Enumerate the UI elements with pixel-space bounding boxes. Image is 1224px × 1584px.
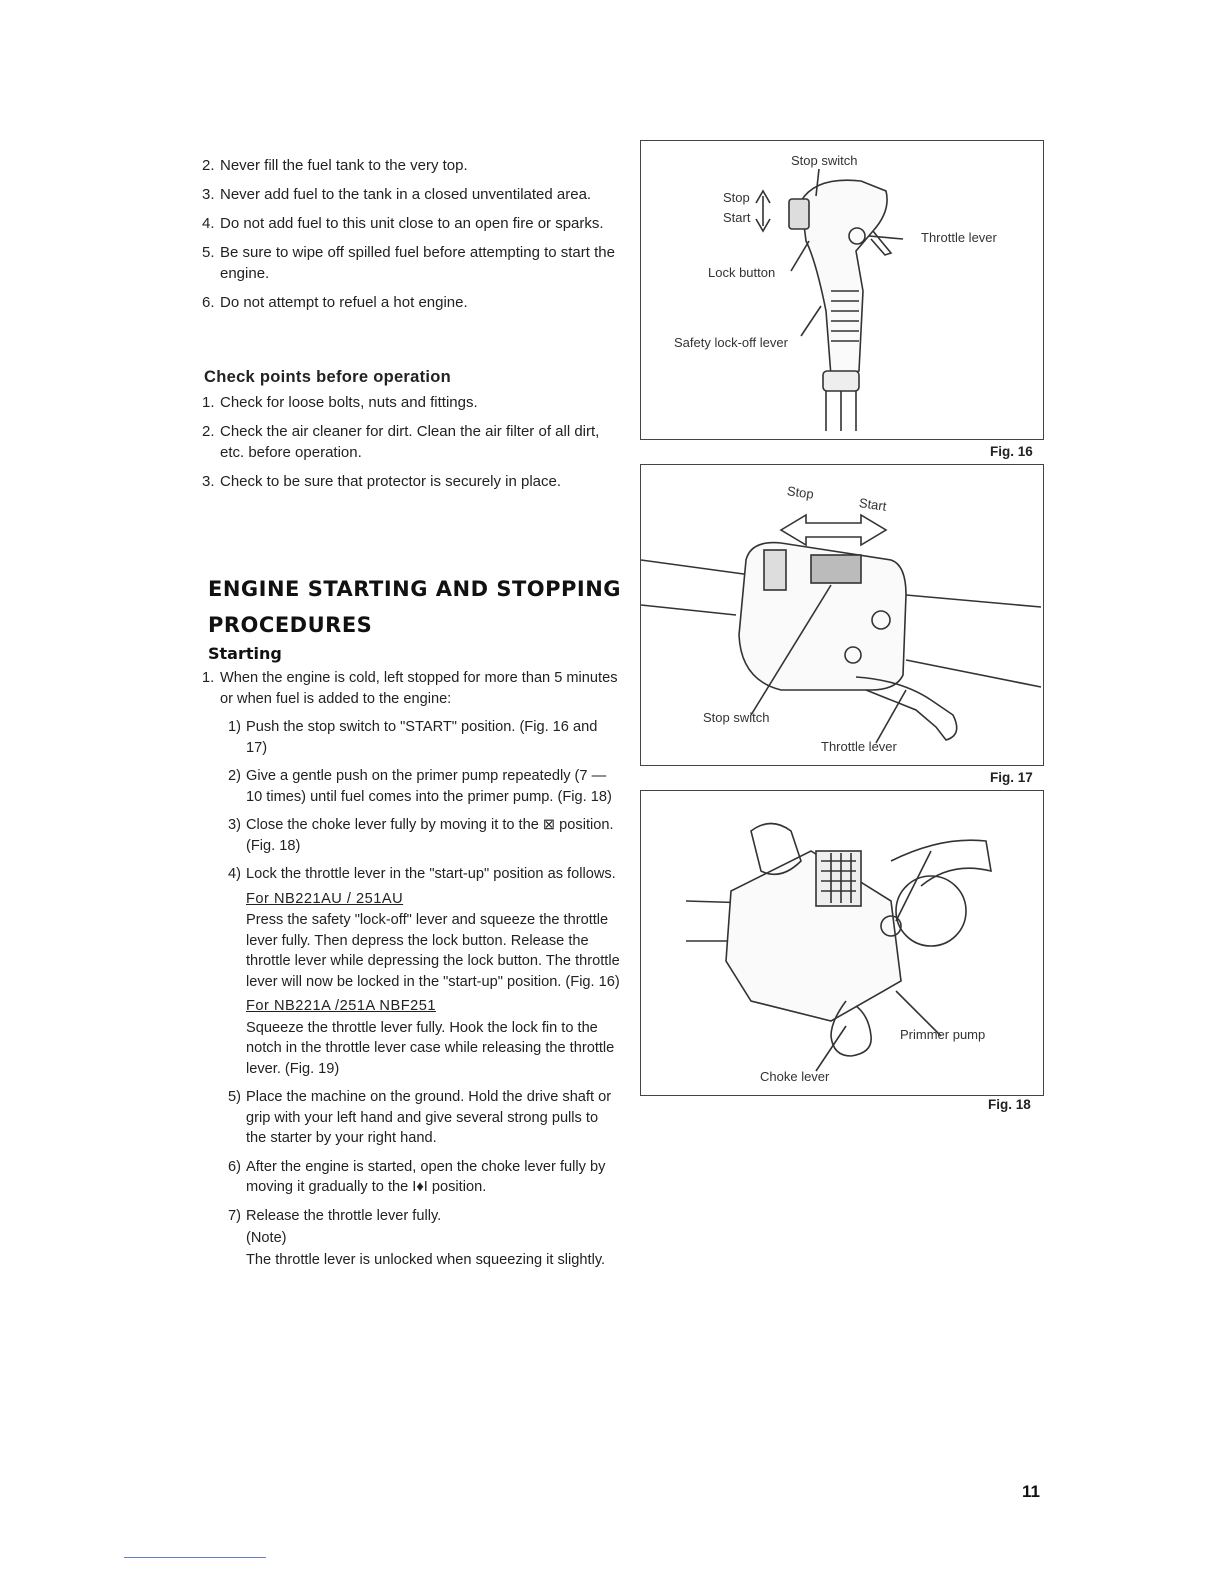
item-text: Place the machine on the ground. Hold the drive shaft or grip with your left hand and give several strong pulls to the starter by your right hand. — [246, 1089, 612, 1146]
model-b-text: Squeeze the throttle lever fully. Hook the lock fin to the notch in the throttle lever case while releasing the throttle lever. (Fig. 19) — [246, 1019, 615, 1077]
note-block — [200, 1228, 620, 1270]
check-points-heading: Check points before operation — [204, 368, 452, 386]
list-item — [200, 766, 620, 807]
section-title-line2: PROCEDURES — [208, 613, 373, 637]
fig17-frame — [640, 464, 1044, 766]
model-a-block — [200, 889, 620, 1080]
check-list — [200, 392, 620, 500]
item-text: Lock the throttle lever in the "start-up" position as follows. — [246, 866, 616, 882]
item-number: 3. — [202, 473, 215, 490]
item-number: 2. — [202, 423, 215, 440]
fig16-caption: Fig. 16 — [990, 444, 1033, 459]
item-text: Check the air cleaner for dirt. Clean the air filter of all dirt, etc. before operation. — [220, 423, 600, 461]
item-number: 6. — [202, 294, 215, 311]
list-item — [200, 864, 620, 885]
list-item — [200, 242, 620, 284]
fig17-caption: Fig. 17 — [990, 770, 1033, 785]
item-number: 6) — [228, 1158, 241, 1175]
list-item — [200, 1087, 620, 1149]
item-text: Push the stop switch to "START" position. (Fig. 16 and 17) — [246, 719, 598, 756]
fig16-throttle-label: Throttle lever — [921, 230, 997, 245]
starting-heading: Starting — [208, 644, 282, 663]
item-text: Never add fuel to the tank in a closed unventilated area. — [220, 186, 592, 203]
list-item — [200, 1206, 620, 1227]
bottom-rule — [124, 1557, 266, 1558]
item-text: Never fill the fuel tank to the very top. — [220, 157, 468, 174]
fig18-frame — [640, 790, 1044, 1096]
fig17-start-label: Start — [858, 495, 888, 514]
fig16-lock-button-label: Lock button — [708, 265, 776, 280]
fig17-illustration — [641, 465, 1043, 765]
fig16-start-label: Start — [723, 210, 751, 225]
list-item — [200, 815, 620, 856]
item-text: Do not attempt to refuel a hot engine. — [220, 294, 468, 311]
item-text: Check to be sure that protector is securely in place. — [220, 473, 562, 490]
item-text: Be sure to wipe off spilled fuel before attempting to start the engine. — [220, 244, 615, 282]
fuel-list — [200, 155, 620, 321]
item-text: Give a gentle push on the primer pump repeatedly (7 — 10 times) until fuel comes into the primer pump. (Fig. 18) — [246, 768, 612, 805]
item-text: Release the throttle lever fully. — [246, 1207, 442, 1224]
list-item — [200, 471, 620, 492]
item-number: 3) — [228, 817, 241, 833]
item-number: 5) — [228, 1089, 241, 1105]
fig18-caption: Fig. 18 — [988, 1097, 1031, 1112]
item-number: 2) — [228, 768, 241, 784]
list-item — [200, 155, 620, 176]
fig16-safety-label: Safety lock-off lever — [674, 335, 788, 350]
item-number: 5. — [202, 244, 215, 261]
model-a-text: Press the safety "lock-off" lever and squeeze the throttle lever fully. Then depress the lock button. Release the throttle lever while depressing the lock button. The throttle lever will now be locked in the "start-up" position. (Fig. 16) — [246, 912, 620, 990]
list-item — [200, 1157, 620, 1198]
item-number: 4. — [202, 215, 215, 232]
item-number: 4) — [228, 866, 241, 882]
fig18-choke-label: Choke lever — [760, 1069, 830, 1084]
section-title-line1: ENGINE STARTING AND STOPPING — [208, 577, 622, 601]
list-item — [200, 213, 620, 234]
fig17-stop-label: Stop — [786, 483, 815, 502]
item-number: 1. — [202, 670, 215, 686]
model-b-heading: For NB221A /251A NBF251 — [246, 998, 436, 1014]
list-item — [200, 184, 620, 205]
fig16-frame — [640, 140, 1044, 440]
starting-intro — [200, 668, 620, 709]
fig18-primer-label: Primmer pump — [900, 1027, 986, 1042]
item-number: 1) — [228, 719, 241, 735]
fig16-illustration — [641, 141, 1043, 439]
item-text: Do not add fuel to this unit close to an open fire or sparks. — [220, 215, 604, 232]
fig16-stop-label: Stop — [723, 190, 750, 205]
list-item — [200, 421, 620, 463]
item-number: 7) — [228, 1207, 241, 1224]
fig17-throttle-label: Throttle lever — [821, 739, 897, 754]
note-text: The throttle lever is unlocked when squeezing it slightly. — [246, 1251, 606, 1268]
list-item — [200, 392, 620, 413]
note-label: (Note) — [246, 1230, 287, 1246]
item-number: 2. — [202, 157, 215, 174]
item-text: When the engine is cold, left stopped for more than 5 minutes or when fuel is added to the engine: — [220, 670, 618, 707]
fig18-illustration — [641, 791, 1043, 1095]
item-number: 1. — [202, 394, 215, 411]
fig17-stop-switch-label: Stop switch — [703, 710, 770, 725]
model-a-heading: For NB221AU / 251AU — [246, 890, 404, 907]
item-text: Check for loose bolts, nuts and fittings. — [220, 394, 478, 411]
item-text: After the engine is started, open the choke lever fully by moving it gradually to the I♦I position. — [246, 1158, 606, 1195]
fig16-stop-switch-label: Stop switch — [791, 153, 858, 168]
list-item — [200, 717, 620, 758]
list-item — [200, 292, 620, 313]
starting-body — [200, 668, 620, 1278]
item-number: 3. — [202, 186, 215, 203]
page-number: 11 — [1022, 1482, 1040, 1501]
item-text: Close the choke lever fully by moving it to the ⊠ position. (Fig. 18) — [246, 817, 614, 854]
